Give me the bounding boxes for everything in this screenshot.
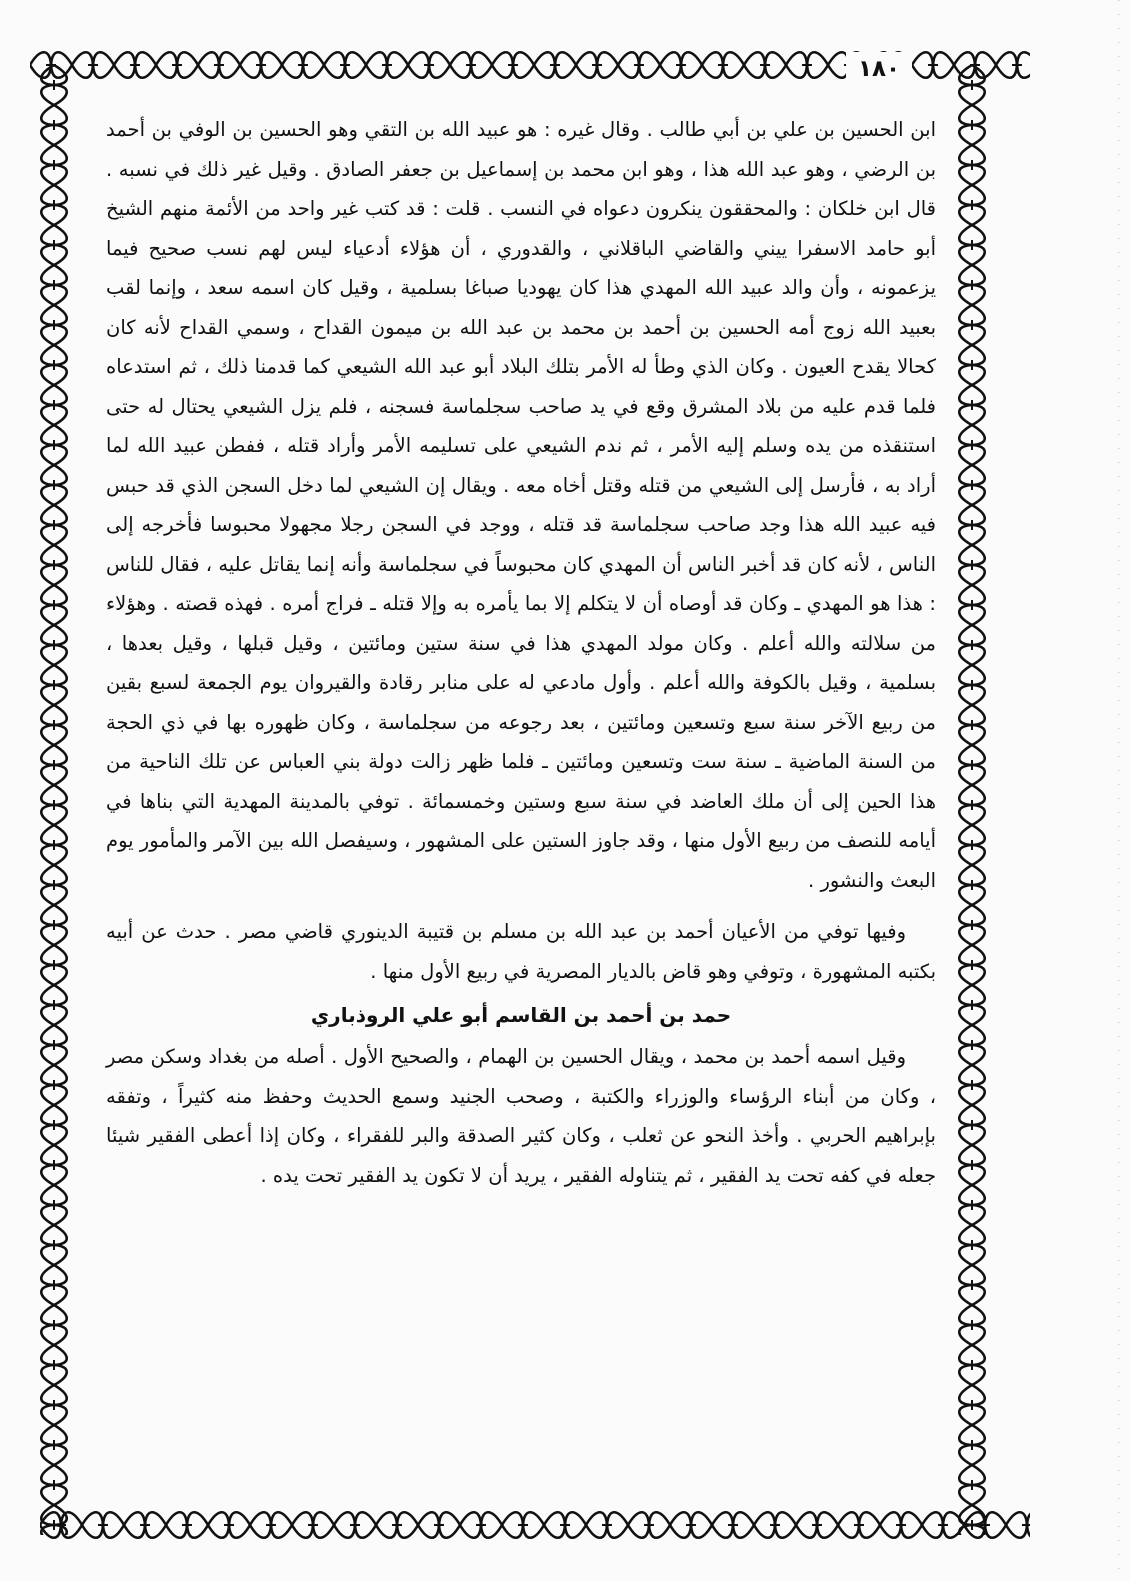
paragraph-mahdi-lineage: ابن الحسين بن علي بن أبي طالب . وقال غيره : هو عبيد الله بن التقي وهو الحسين بن الوفي بن أحمد بن الرضي ، وهو عبد الله هذا ، وهو ابن محمد بن إسماعيل بن جعفر الصادق . وقيل غير ذلك في نسبه . قال ابن خلكان : والمحققون ينكرون دعواه في النسب . قلت : قد كتب غير واحد من الأئمة منهم الشيخ أبو حامد الاسفرا ييني والقاضي الباقلاني ، والقدوري ، أن هؤلاء أدعياء ليس لهم نسب صحيح فيما يزعمونه ، وأن والد عبيد الله المهدي هذا كان يهوديا صباغا بسلمية ، وقيل كان اسمه سعد ، وإنما لقب بعبيد الله زوج أمه الحسين بن أحمد بن محمد بن عبد الله بن ميمون القداح ، وسمي القداح لأنه كان كحالا يقدح العيون . وكان الذي وطأ له الأمر بتلك البلاد أبو عبد الله الشيعي كما قدمنا ذلك ، ثم استدعاه فلما قدم عليه من بلاد المشرق وقع في يد صاحب سجلماسة فسجنه ، فلم يزل الشيعي يحتال له حتى استنقذه من يده وسلم إليه الأمر ، ثم ندم الشيعي على تسليمه الأمر وأراد قتله ، ففطن عبيد الله لما أراد به ، فأرسل إلى الشيعي من قتله وقتل أخاه معه . ويقال إن الشيعي لما دخل السجن الذي قد حبس فيه عبيد الله هذا وجد صاحب سجلماسة قد قتله ، ووجد في السجن رجلا مجهولا محبوسا فأخرجه إلى الناس ، لأنه كان قد أخبر الناس أن المهدي كان محبوساً في سجلماسة وأنه إنما يقاتل عليه ، فقال للناس : هذا هو المهدي ـ وكان قد أوصاه أن لا يتكلم إلا بما يأمره به وإلا قتله ـ فراج أمره . فهذه قصته . وهؤلاء من سلالته والله أعلم . وكان مولد المهدي هذا في سنة ستين ومائتين ، وقيل قبلها ، وقيل بعدها ، بسلمية ، وقيل بالكوفة والله أعلم . وأول مادعي له على منابر رقادة والقيروان يوم الجمعة لسبع بقين من ربيع الآخر سنة سبع وتسعين ومائتين ، بعد رجوعه من سجلماسة ، وكان ظهوره بها في ذي الحجة من السنة الماضية ـ سنة ست وتسعين ومائتين ـ فلما ظهر زالت دولة بني العباس عن تلك الناحية من هذا الحين إلى أن ملك العاضد في سنة سبع وستين وخمسمائة . توفي بالمدينة المهدية التي بناها في أيامه للنصف من ربيع الأول منها ، وقد جاوز الستين على المشهور ، وسيفصل الله بين الآمر والمأمور يوم البعث والنشور . [106,118,936,892]
ornament-border-right [948,65,996,1535]
page-number: ١٨٠ [846,52,912,86]
scan-margin-line [1118,0,1120,1581]
section-heading: حمد بن أحمد بن القاسم أبو علي الروذباري [310,1003,732,1027]
paragraph-ibn-qutayba-death: وفيها توفي من الأعيان أحمد بن عبد الله بن مسلم بن قتيبة الدينوري قاضي مصر . حدث عن أبيه بكتبه المشهورة ، وتوفي وهو قاض بالديار المصرية في ربيع الأول منها . [106,920,936,983]
paragraph-rudhabari-biography: وقيل اسمه أحمد بن محمد ، ويقال الحسين بن الهمام ، والصحيح الأول . أصله من بغداد وسكن مصر ، وكان من أبناء الرؤساء والوزراء والكتبة ، وصحب الجنيد وسمع الحديث وحفظ منه كثيراً ، وتفقه بإبراهيم الحربي . وأخذ النحو عن ثعلب ، وكان كثير الصدقة والبر للفقراء ، وكان إذا أعطى الفقير شيئا جعله في كفه تحت يد الفقير ، ثم يتناوله الفقير ، يريد أن لا تكون يد الفقير تحت يده . [106,1045,936,1187]
ornament-border-bottom [40,1500,1030,1550]
page-body [106,110,936,1495]
ornament-border-left [30,65,78,1535]
